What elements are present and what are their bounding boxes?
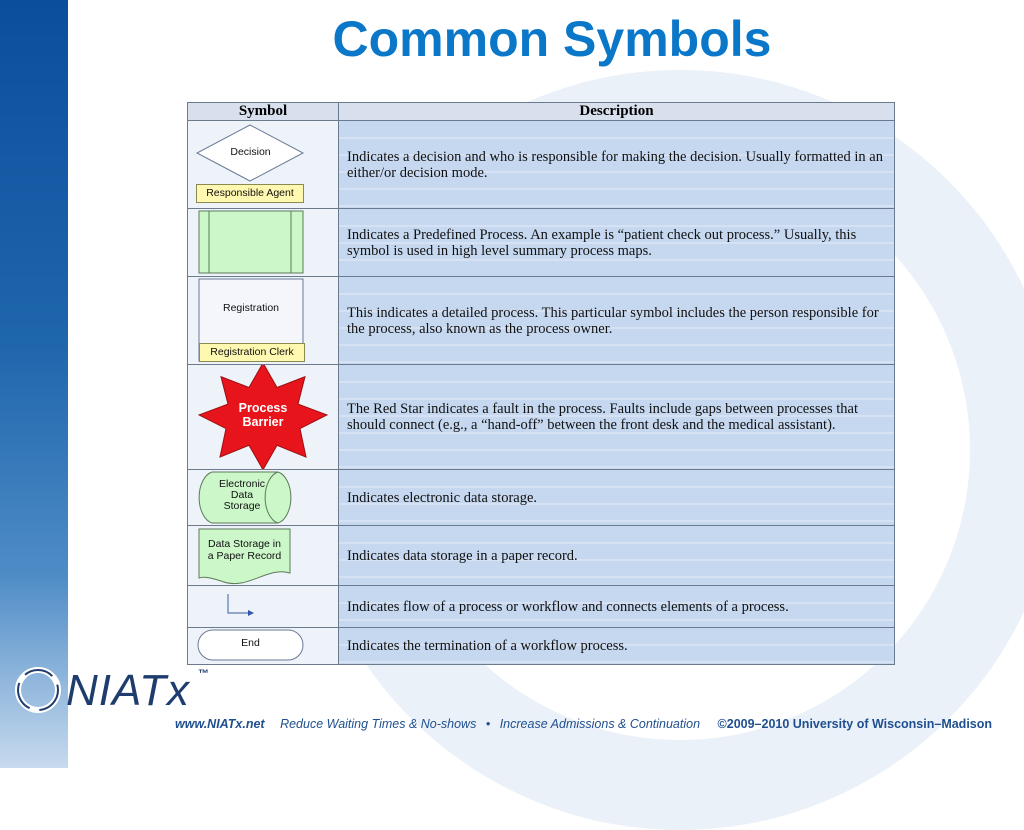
predefined-process-symbol-cell	[188, 209, 339, 277]
predefined-process-shape	[188, 209, 338, 276]
paper-record-label	[199, 538, 290, 562]
table-header-row	[188, 103, 895, 121]
electronic-storage-symbol-cell	[188, 470, 339, 526]
symbols-table	[187, 102, 895, 665]
niatx-wordmark: NIATx	[66, 666, 190, 715]
left-decorative-band	[0, 0, 68, 768]
table-row	[188, 586, 895, 628]
flow-arrow-description: Indicates flow of a process or workflow and connects elements of a process.	[339, 586, 895, 628]
table-row	[188, 470, 895, 526]
process-description: This indicates a detailed process. This particular symbol includes the person responsible for the process, also known as the process owner.	[339, 277, 895, 365]
paper-record-line-1: Data Storage in	[208, 538, 281, 550]
decision-symbol-cell	[188, 121, 339, 209]
trademark-symbol: ™	[198, 668, 209, 680]
flow-arrow-icon	[188, 586, 338, 627]
decision-label: Decision	[230, 146, 271, 158]
process-barrier-line-2: Barrier	[242, 415, 284, 429]
red-star-symbol-cell	[188, 365, 339, 470]
predefined-process-description: Indicates a Predefined Process. An example is “patient check out process.” Usually, this symbol is used in high level summary process maps.	[339, 209, 895, 277]
process-barrier-line-1: Process	[238, 401, 288, 415]
footer-copyright: ©2009–2010 University of Wisconsin–Madison	[717, 717, 993, 731]
paper-record-symbol-cell	[188, 526, 339, 586]
process-symbol-cell	[188, 277, 339, 365]
electronic-storage-label	[202, 479, 282, 512]
footer-url: www.NIATx.net	[175, 717, 265, 731]
electronic-storage-line-2: Data	[230, 489, 254, 501]
paper-record-description: Indicates data storage in a paper record.	[339, 526, 895, 586]
decision-description: Indicates a decision and who is responsible for making the decision. Usually formatted in an either/or decision mode.	[339, 121, 895, 209]
responsible-agent-label: Responsible Agent	[196, 184, 304, 203]
process-barrier-label	[188, 401, 338, 429]
terminator-description: Indicates the termination of a workflow process.	[339, 628, 895, 665]
footer-tagline-1: Reduce Waiting Times & No-shows	[280, 717, 477, 731]
footer-bullet: •	[485, 717, 491, 731]
terminator-symbol-cell	[188, 628, 339, 665]
symbol-column-header: Symbol	[188, 103, 339, 121]
red-star-description: The Red Star indicates a fault in the process. Faults include gaps between processes that should connect (e.g., a “hand-off” between the front desk and the medical assistant).	[339, 365, 895, 470]
flow-arrow-symbol-cell	[188, 586, 339, 628]
end-label: End	[241, 637, 260, 649]
table-row	[188, 526, 895, 586]
table-row	[188, 121, 895, 209]
process-owner-label: Registration Clerk	[199, 343, 305, 362]
electronic-storage-description: Indicates electronic data storage.	[339, 470, 895, 526]
table-row	[188, 277, 895, 365]
paper-record-line-2: a Paper Record	[207, 550, 282, 562]
electronic-storage-line-3: Storage	[223, 500, 261, 512]
electronic-storage-line-1: Electronic	[218, 478, 266, 490]
footer-tagline	[175, 717, 1015, 731]
footer-tagline-2: Increase Admissions & Continuation	[499, 717, 701, 731]
description-column-header: Description	[339, 103, 895, 121]
table-row	[188, 209, 895, 277]
table-row	[188, 365, 895, 470]
table-row	[188, 628, 895, 665]
slide-title: Common Symbols	[332, 11, 772, 67]
process-label: Registration	[222, 302, 280, 314]
